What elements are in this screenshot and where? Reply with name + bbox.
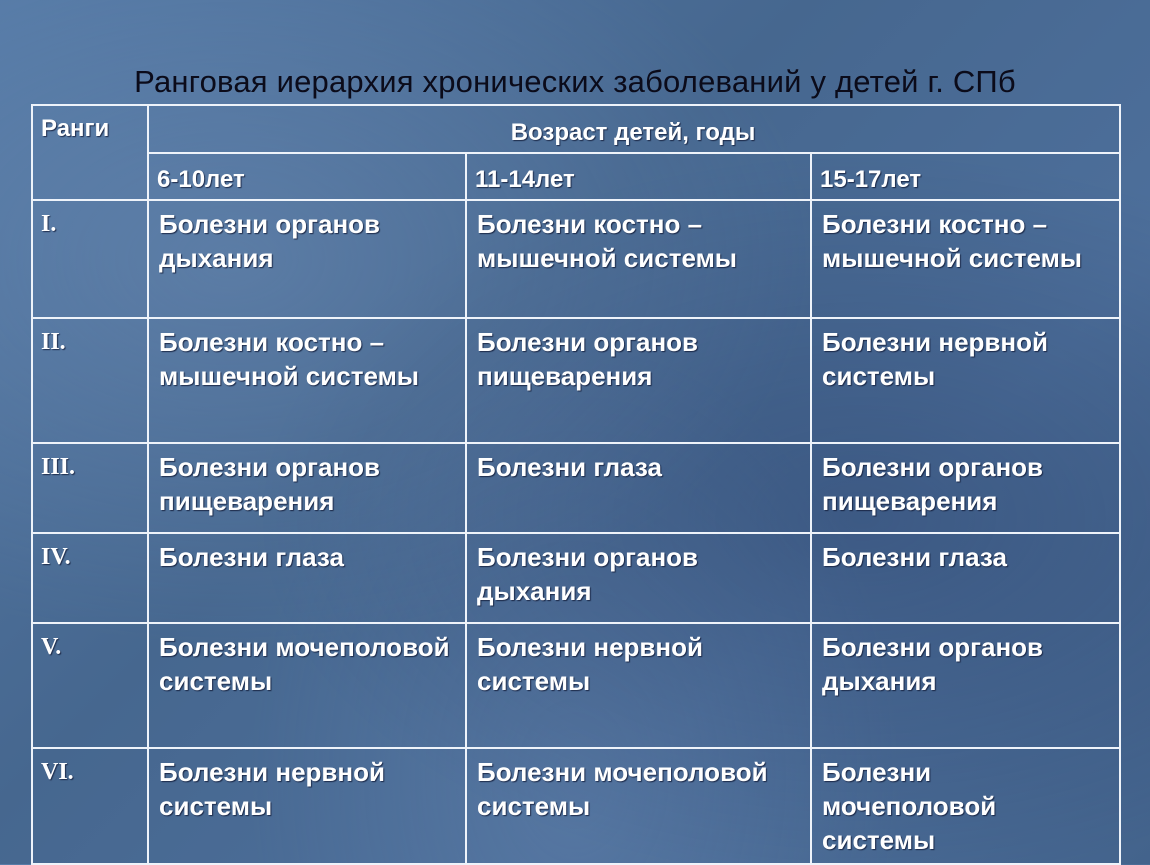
table-row [32, 533, 1120, 623]
table-cell: Болезни нервной системы [148, 748, 466, 864]
table-cell: Болезни органов дыхания [148, 200, 466, 318]
table-cell: Болезни глаза [148, 533, 466, 623]
table-cell: Болезни нервной системы [811, 318, 1120, 443]
table-row [32, 318, 1120, 443]
rank-table [31, 104, 1121, 865]
age-group-row [32, 153, 1120, 200]
rank-label: I. [32, 200, 148, 318]
table-cell: Болезни глаза [466, 443, 811, 533]
table-cell: Болезни костно – мышечной системы [811, 200, 1120, 318]
table-cell: Болезни мочеполовой системы [148, 623, 466, 748]
rank-header: Ранги [32, 105, 148, 200]
table-cell: Болезни костно – мышечной системы [466, 200, 811, 318]
table-row [32, 623, 1120, 748]
age-group-15-17: 15-17лет [811, 153, 1120, 200]
rank-label: II. [32, 318, 148, 443]
header-row [32, 105, 1120, 153]
rank-label: III. [32, 443, 148, 533]
table-row [32, 200, 1120, 318]
age-group-6-10: 6-10лет [148, 153, 466, 200]
table-row [32, 443, 1120, 533]
age-header: Возраст детей, годы [148, 105, 1120, 153]
table-cell: Болезни нервной системы [466, 623, 811, 748]
table-cell: Болезни мочеполовой системы [466, 748, 811, 864]
age-group-11-14: 11-14лет [466, 153, 811, 200]
slide-title: Ранговая иерархия хронических заболеваний у детей г. СПб [134, 64, 1016, 99]
rank-label: VI. [32, 748, 148, 864]
table-cell: Болезни органов дыхания [466, 533, 811, 623]
table-cell: Болезни органов дыхания [811, 623, 1120, 748]
table-cell: Болезни органов пищеварения [148, 443, 466, 533]
rank-label: IV. [32, 533, 148, 623]
table-cell: Болезни органов пищеварения [811, 443, 1120, 533]
table-cell: Болезни органов пищеварения [466, 318, 811, 443]
table-row [32, 748, 1120, 864]
table-cell: Болезни мочеполовой системы [811, 748, 1120, 864]
table-cell: Болезни костно – мышечной системы [148, 318, 466, 443]
rank-label: V. [32, 623, 148, 748]
table-cell: Болезни глаза [811, 533, 1120, 623]
